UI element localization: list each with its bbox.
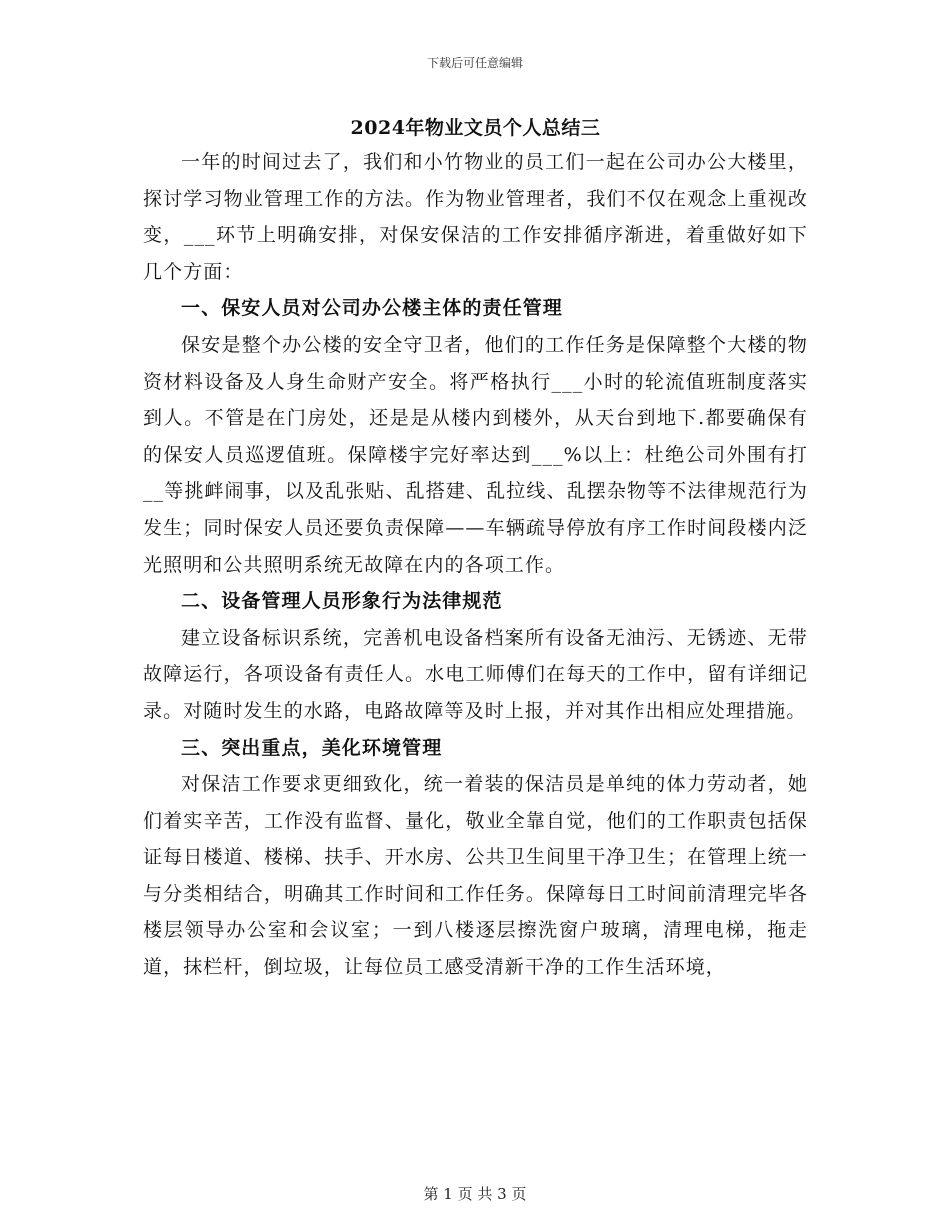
document-title: 2024年物业文员个人总结三 [350, 117, 601, 139]
section-heading-2: 二、设备管理人员形象行为法律规范 [181, 590, 503, 613]
header-note: 下载后可任意编辑 [426, 56, 523, 70]
section-1-paragraph: 保安是整个办公楼的安全守卫者，他们的工作任务是保障整个大楼的物资材料设备及人身生命财产安全。将严格执行___小时的轮流值班制度落实到人。不管是在门房处，还是是从楼内到楼外，从天台到地下.都要确保有的保安人员巡逻值班。保障楼宇完好率达到___%以上：杜绝公司外围有打__等挑衅闹事，以及乱张贴、乱搭建、乱拉线、乱摆杂物等不法律规范行为发生；同时保安人员还要负责保障——车辆疏导停放有序工作时间段楼内泛光照明和公共照明系统无故障在内的各项工作。 [143, 333, 808, 576]
section-heading-3: 三、突出重点，美化环境管理 [181, 736, 443, 759]
intro-paragraph: 一年的时间过去了，我们和小竹物业的员工们一起在公司办公大楼里，探讨学习物业管理工作的方法。作为物业管理者，我们不仅在观念上重视改变，___环节上明确安排，对保安保洁的工作安排循序渐进，着重做好如下几个方面： [143, 151, 808, 283]
page-footer: 第 1 页 共 3 页 [423, 1185, 527, 1203]
section-heading-1: 一、保安人员对公司办公楼主体的责任管理 [181, 297, 563, 320]
section-2-paragraph: 建立设备标识系统，完善机电设备档案所有设备无油污、无锈迹、无带故障运行，各项设备有责任人。水电工师傅们在每天的工作中，留有详细记录。对随时发生的水路，电路故障等及时上报，并对其作出相应处理措施。 [143, 626, 808, 722]
document-body [143, 112, 808, 986]
section-3-paragraph: 对保洁工作要求更细致化，统一着装的保洁员是单纯的体力劳动者，她们着实辛苦，工作没有监督、量化，敬业全靠自觉，他们的工作职责包括保证每日楼道、楼梯、扶手、开水房、公共卫生间里干净卫生；在管理上统一与分类相结合，明确其工作时间和工作任务。保障每日工时间前清理完毕各楼层领导办公室和会议室；一到八楼逐层擦洗窗户玻璃，清理电梯，拖走道，抹栏杆，倒垃圾，让每位员工感受清新干净的工作生活环境， [143, 773, 808, 979]
